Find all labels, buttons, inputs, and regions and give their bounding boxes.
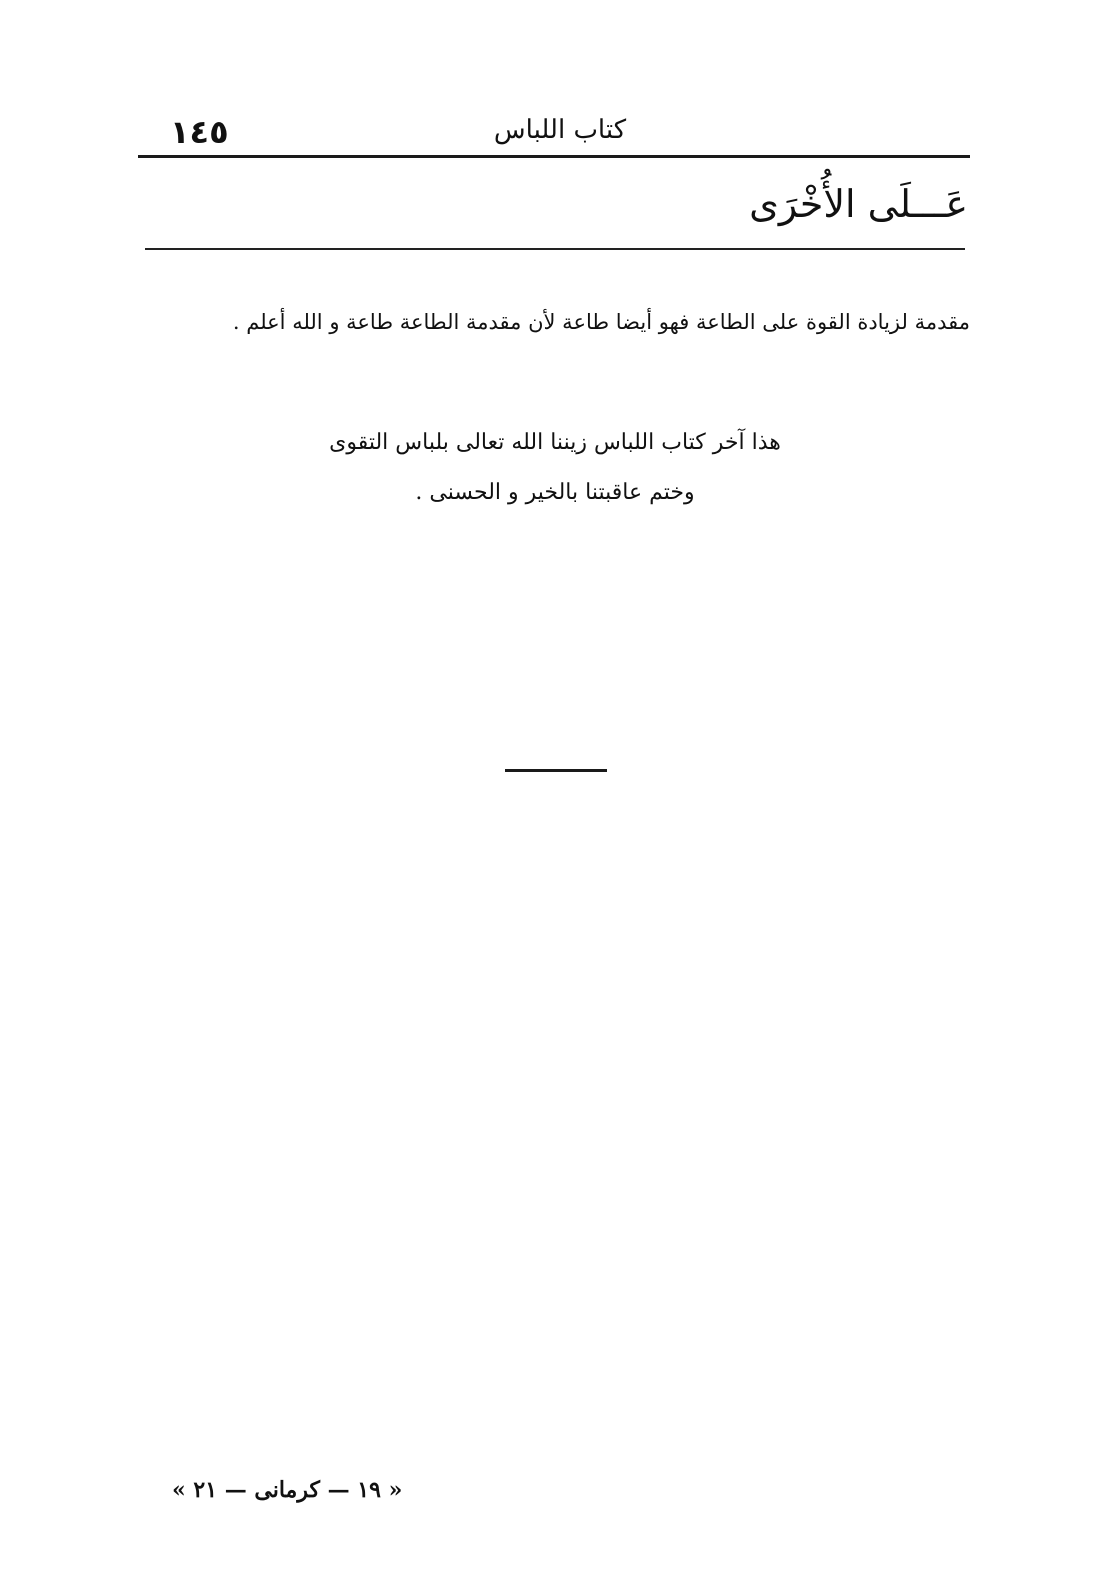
body-text-line: مقدمة لزيادة القوة على الطاعة فهو أيضا طاعة لأن مقدمة الطاعة طاعة و الله أعلم . bbox=[232, 310, 970, 334]
colophon-line-1: هذا آخر كتاب اللباس زيننا الله تعالى بلباس التقوى bbox=[329, 430, 781, 455]
colophon-line-2: وختم عاقبتنا بالخير و الحسنى . bbox=[415, 480, 695, 505]
running-title: كتاب اللباس bbox=[493, 115, 627, 145]
colophon bbox=[300, 418, 810, 518]
page-number: ١٤٥ bbox=[170, 113, 229, 151]
printer-signature: « ١٩ — كرمانى — ٢١ » bbox=[172, 1477, 403, 1503]
header-rule bbox=[138, 155, 970, 158]
fragment-rule bbox=[145, 248, 965, 250]
text-fragment: عَـــلَى الأُخْرَى bbox=[749, 182, 968, 226]
end-rule bbox=[505, 769, 607, 772]
